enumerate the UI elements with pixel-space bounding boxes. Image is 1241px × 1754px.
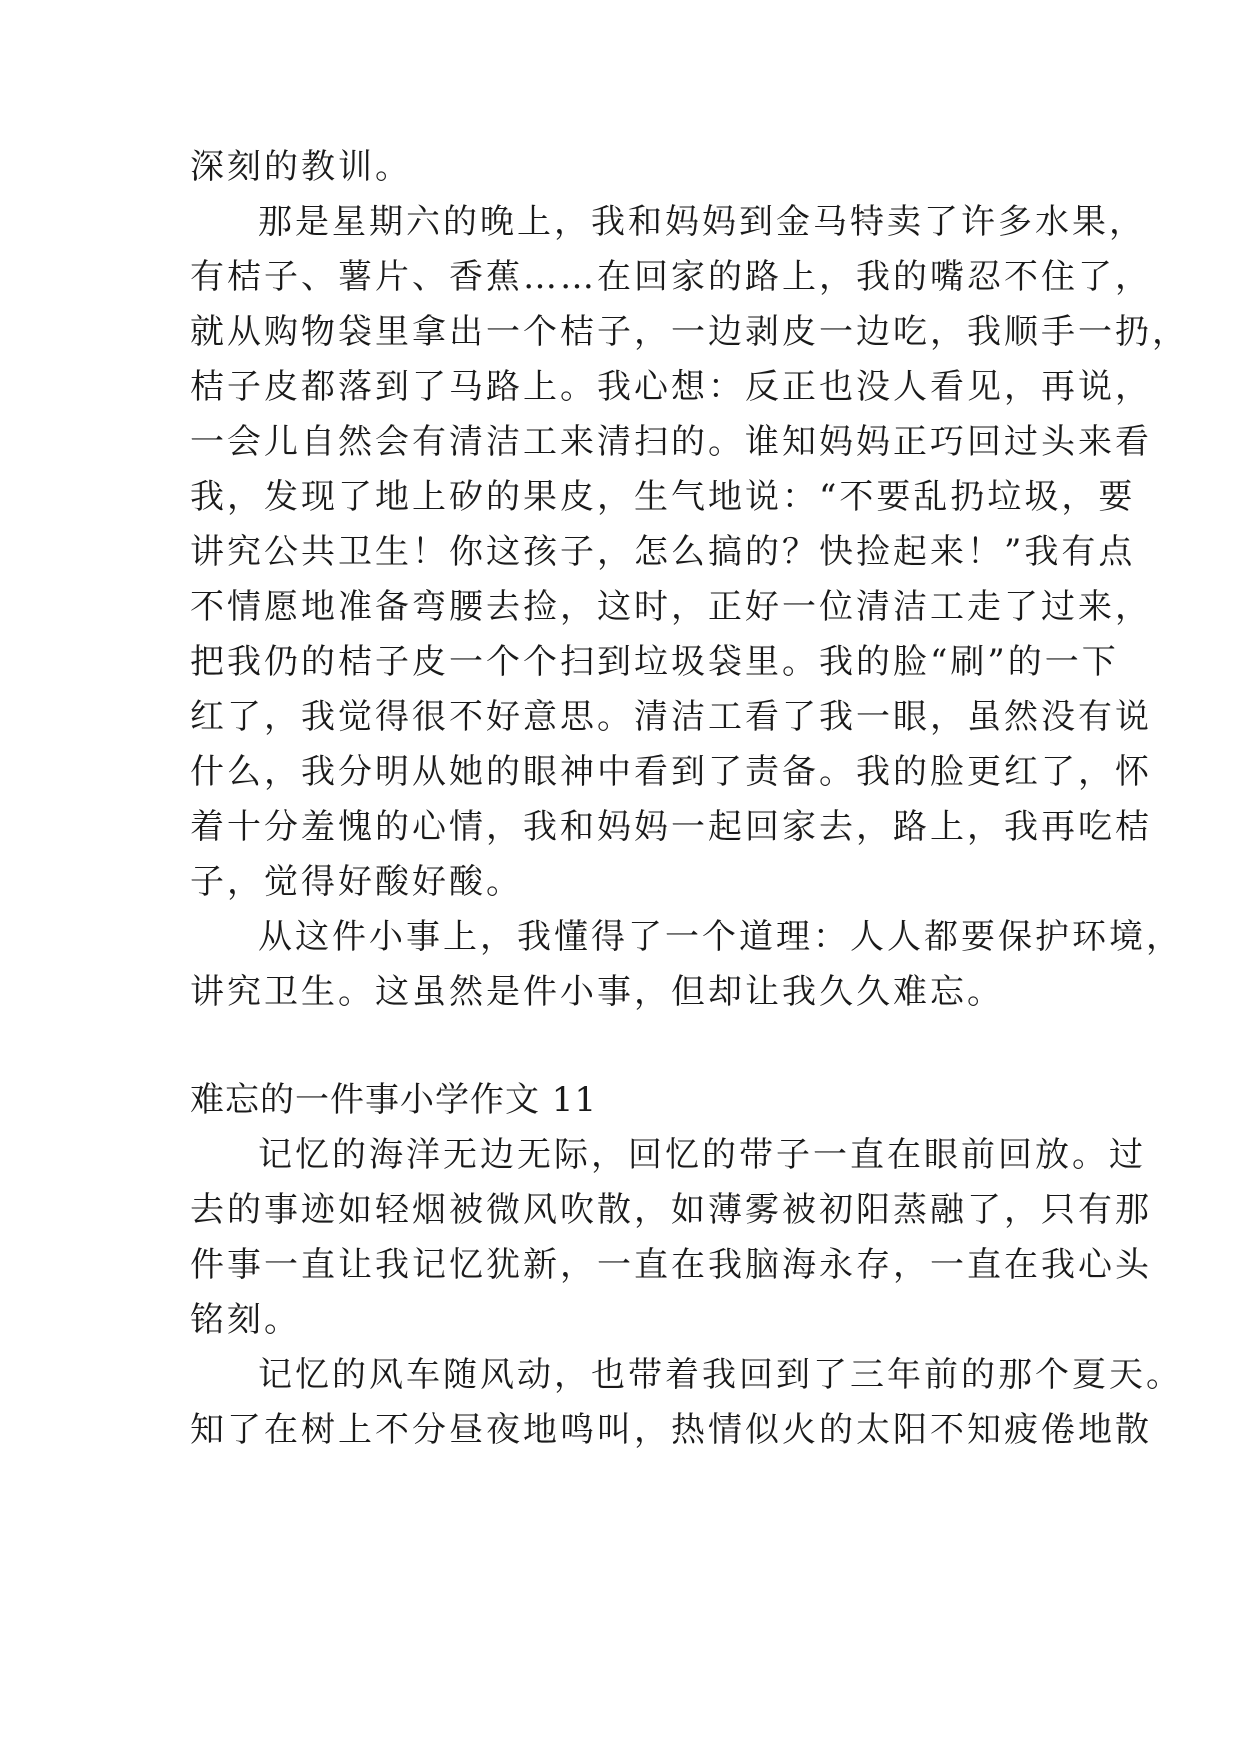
text-line: 有桔子、薯片、香蕉……在回家的路上，我的嘴忍不住了，	[190, 257, 1152, 297]
paragraph-start: 记忆的风车随风动，也带着我回到了三年前的那个夏天。	[258, 1355, 1183, 1395]
text-line: 着十分羞愧的心情，我和妈妈一起回家去，路上，我再吃桔	[190, 807, 1152, 847]
text-line: 什么，我分明从她的眼神中看到了责备。我的脸更红了，怀	[190, 752, 1152, 792]
text-line: 去的事迹如轻烟被微风吹散，如薄雾被初阳蒸融了，只有那	[190, 1190, 1152, 1230]
paragraph-start: 那是星期六的晚上，我和妈妈到金马特卖了许多水果，	[258, 202, 1146, 242]
text-line: 件事一直让我记忆犹新，一直在我脑海永存，一直在我心头	[190, 1245, 1152, 1285]
text-line: 一会儿自然会有清洁工来清扫的。谁知妈妈正巧回过头来看	[190, 422, 1152, 462]
text-line: 深刻的教训。	[190, 147, 412, 187]
text-line: 铭刻。	[190, 1300, 301, 1340]
text-line: 讲究卫生。这虽然是件小事，但却让我久久难忘。	[190, 972, 1004, 1012]
paragraph-start: 从这件小事上，我懂得了一个道理：人人都要保护环境，	[258, 917, 1183, 957]
text-line: 桔子皮都落到了马路上。我心想：反正也没人看见，再说，	[190, 367, 1152, 407]
text-line: 不情愿地准备弯腰去捡，这时，正好一位清洁工走了过来，	[190, 587, 1152, 627]
section-heading: 难忘的一件事小学作文 11	[190, 1080, 598, 1120]
text-line: 红了，我觉得很不好意思。清洁工看了我一眼，虽然没有说	[190, 697, 1152, 737]
text-line: 讲究公共卫生！你这孩子，怎么搞的？快捡起来！”我有点	[190, 532, 1136, 572]
text-line: 把我仍的桔子皮一个个扫到垃圾袋里。我的脸“刷”的一下	[190, 642, 1119, 682]
text-line: 知了在树上不分昼夜地鸣叫，热情似火的太阳不知疲倦地散	[190, 1410, 1152, 1450]
text-line: 我，发现了地上矽的果皮，生气地说：“不要乱扔垃圾，要	[190, 477, 1136, 517]
paragraph-start: 记忆的海洋无边无际，回忆的带子一直在眼前回放。过	[258, 1135, 1146, 1175]
text-line: 子，觉得好酸好酸。	[190, 862, 523, 902]
text-line: 就从购物袋里拿出一个桔子，一边剥皮一边吃，我顺手一扔，	[190, 312, 1189, 352]
